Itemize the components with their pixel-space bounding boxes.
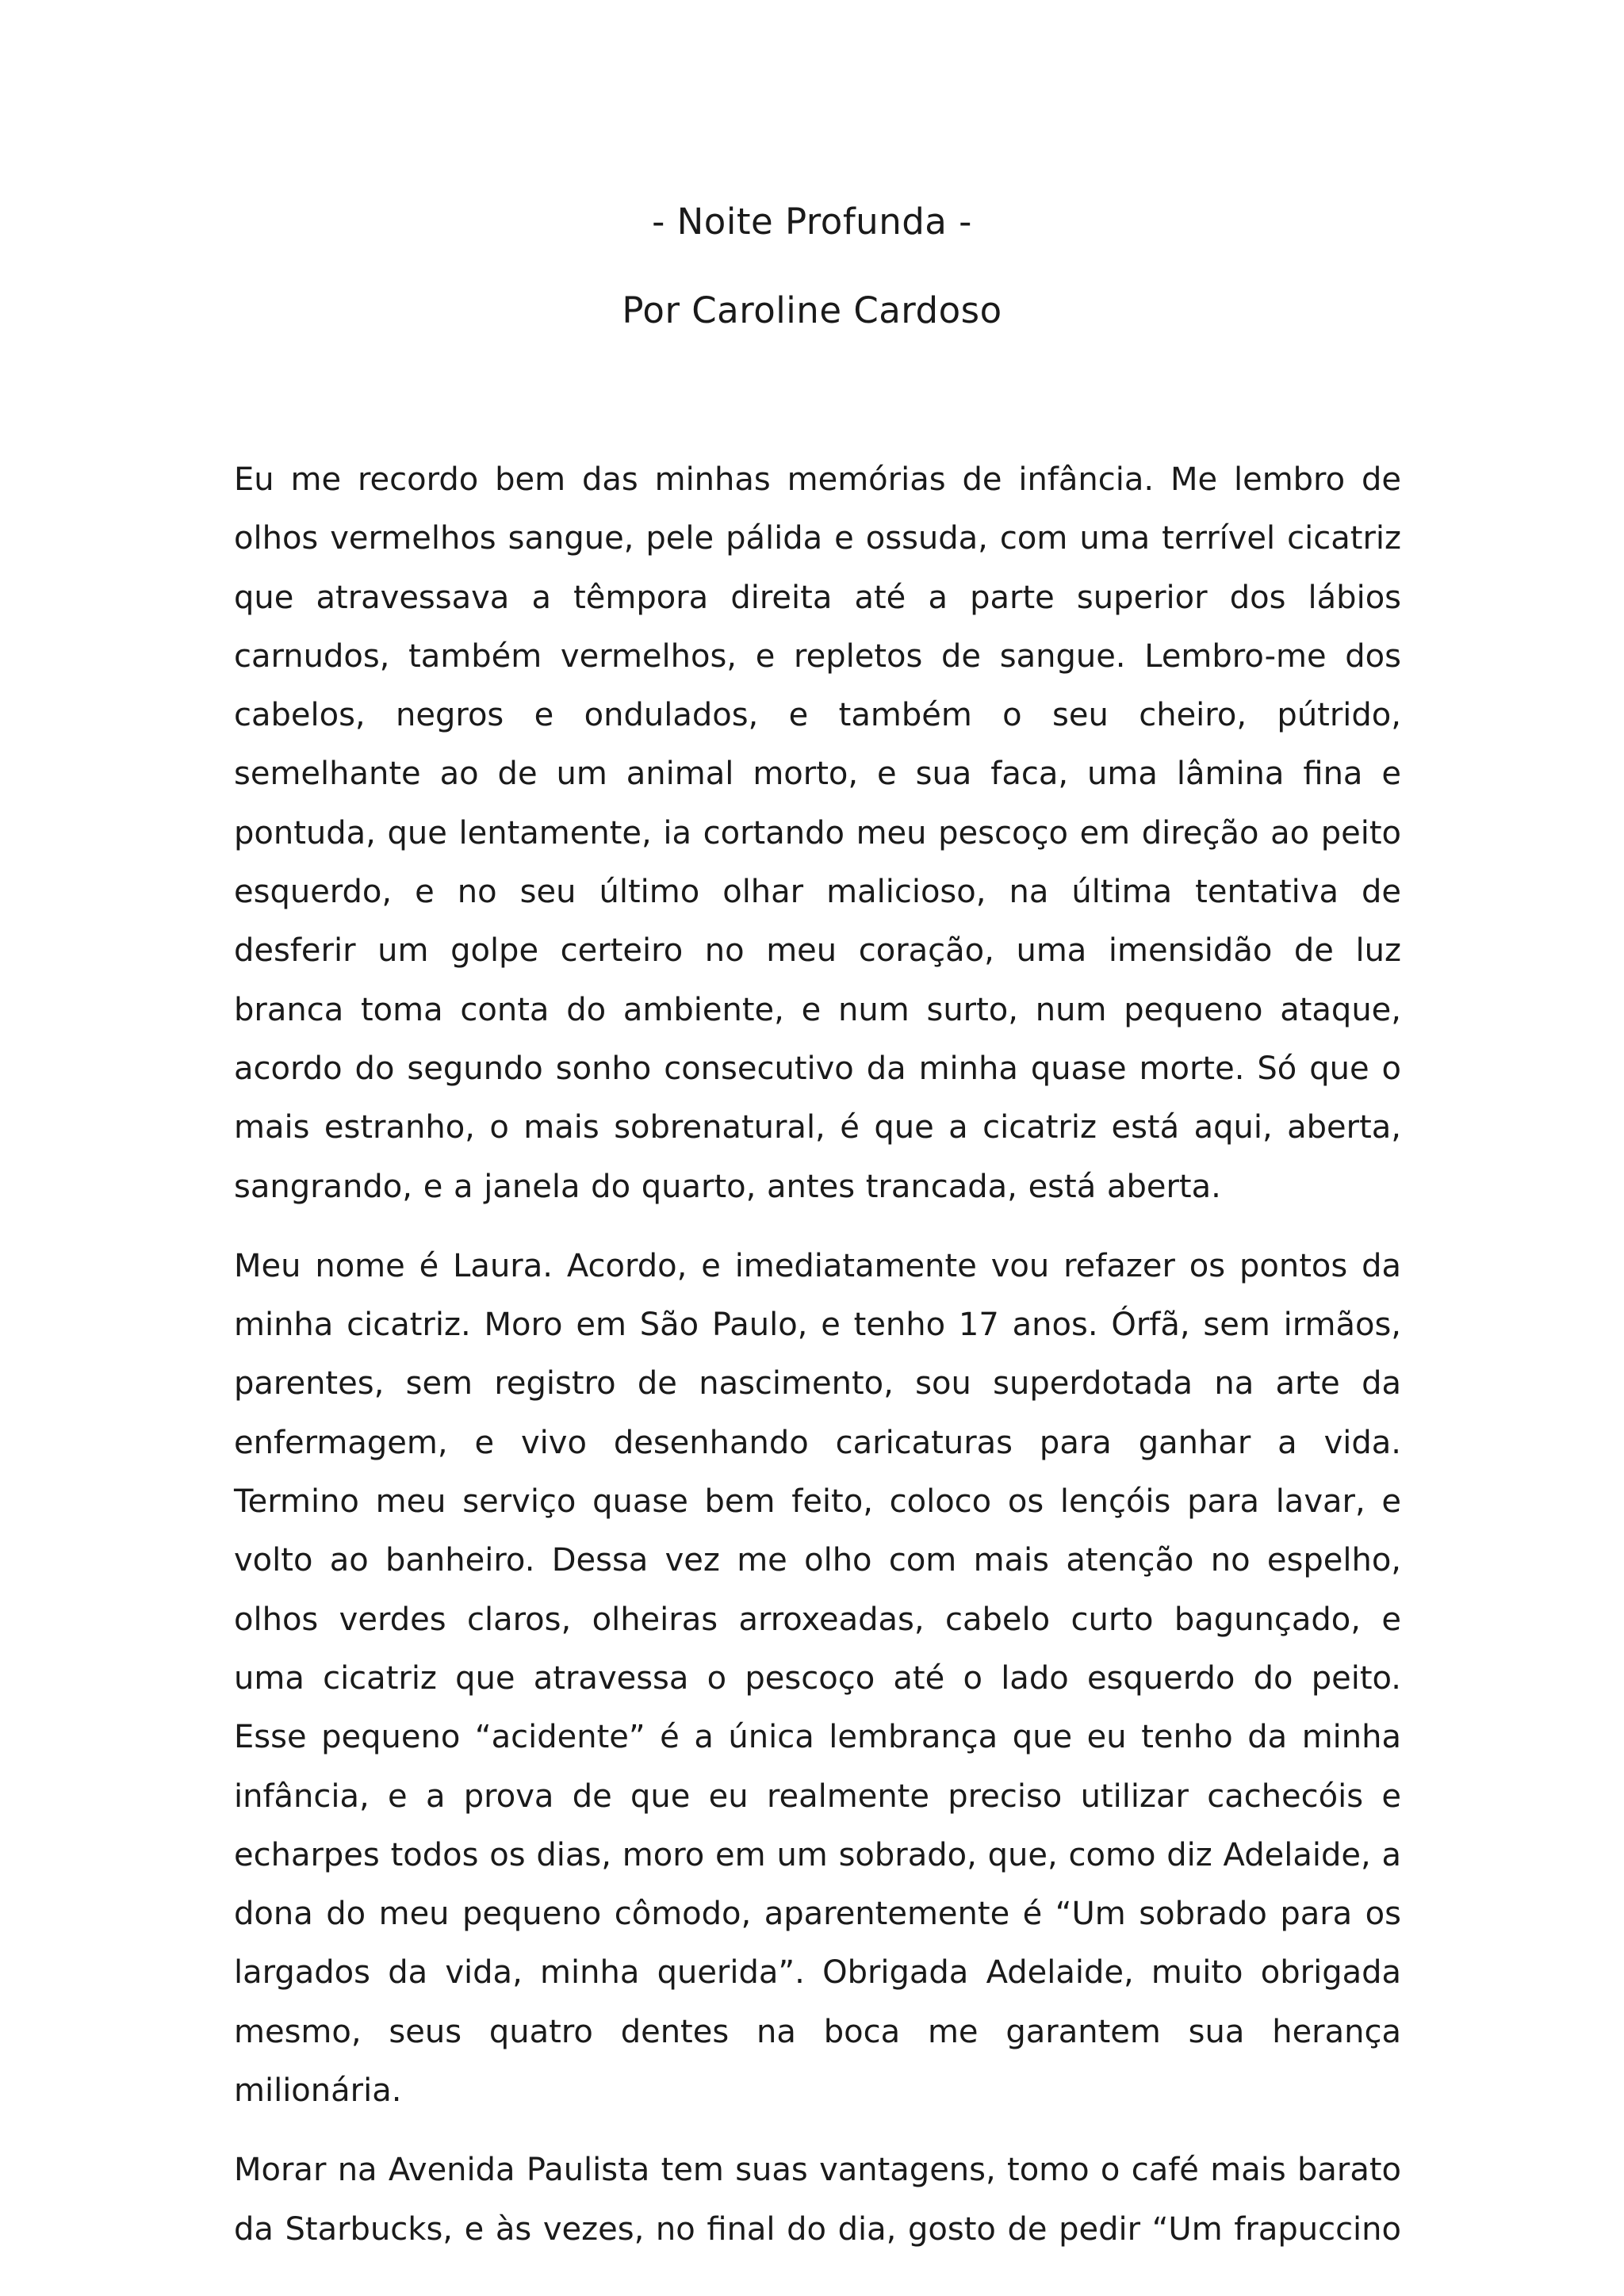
story-body bbox=[234, 450, 1401, 2259]
paragraph-1: Eu me recordo bem das minhas memórias de infância. Me lembro de olhos vermelhos sangue, pele pálida e ossuda, com uma terrível cicatriz que atravessava a têmpora direita até a parte superior dos lábios carnudos, também vermelhos, e repletos de sangue. Lembro-me dos cabelos, negros e ondulados, e também o seu cheiro, pútrido, semelhante ao de um animal morto, e sua faca, uma lâmina fina e pontuda, que lentamente, ia cortando meu pescoço em direção ao peito esquerdo, e no seu último olhar malicioso, na última tentativa de desferir um golpe certeiro no meu coração, uma imensidão de luz branca toma conta do ambiente, e num surto, num pequeno ataque, acordo do segundo sonho consecutivo da minha quase morte. Só que o mais estranho, o mais sobrenatural, é que a cicatriz está aqui, aberta, sangrando, e a janela do quarto, antes trancada, está aberta. bbox=[234, 461, 1401, 1205]
paragraph-2: Meu nome é Laura. Acordo, e imediatamente vou refazer os pontos da minha cicatriz. Moro em São Paulo, e tenho 17 anos. Órfã, sem irmãos, parentes, sem registro de nascimento, sou superdotada na arte da enfermagem, e vivo desenhando caricaturas para ganhar a vida. Termino meu serviço quase bem feito, coloco os lençóis para lavar, e volto ao banheiro. Dessa vez me olho com mais atenção no espelho, olhos verdes claros, olheiras arroxeadas, cabelo curto bagunçado, e uma cicatriz que atravessa o pescoço até o lado esquerdo do peito. Esse pequeno “acidente” é a única lembrança que eu tenho da minha infância, e a prova de que eu realmente preciso utilizar cachecóis e echarpes todos os dias, moro em um sobrado, que, como diz Adelaide, a dona do meu pequeno cômodo, aparentemente é “Um sobrado para os largados da vida, minha querida”. Obrigada Adelaide, muito obrigada mesmo, seus quatro dentes na boca me garantem sua herança milionária. bbox=[234, 1247, 1401, 2110]
story-author: Por Caroline Cardoso bbox=[622, 289, 1002, 331]
paragraph-3: Morar na Avenida Paulista tem suas vantagens, tomo o café mais barato da Starbucks, e às vezes, no final do dia, gosto de pedir “Um frapuccino bbox=[234, 2152, 1401, 2248]
story-title: - Noite Profunda - bbox=[652, 201, 972, 243]
